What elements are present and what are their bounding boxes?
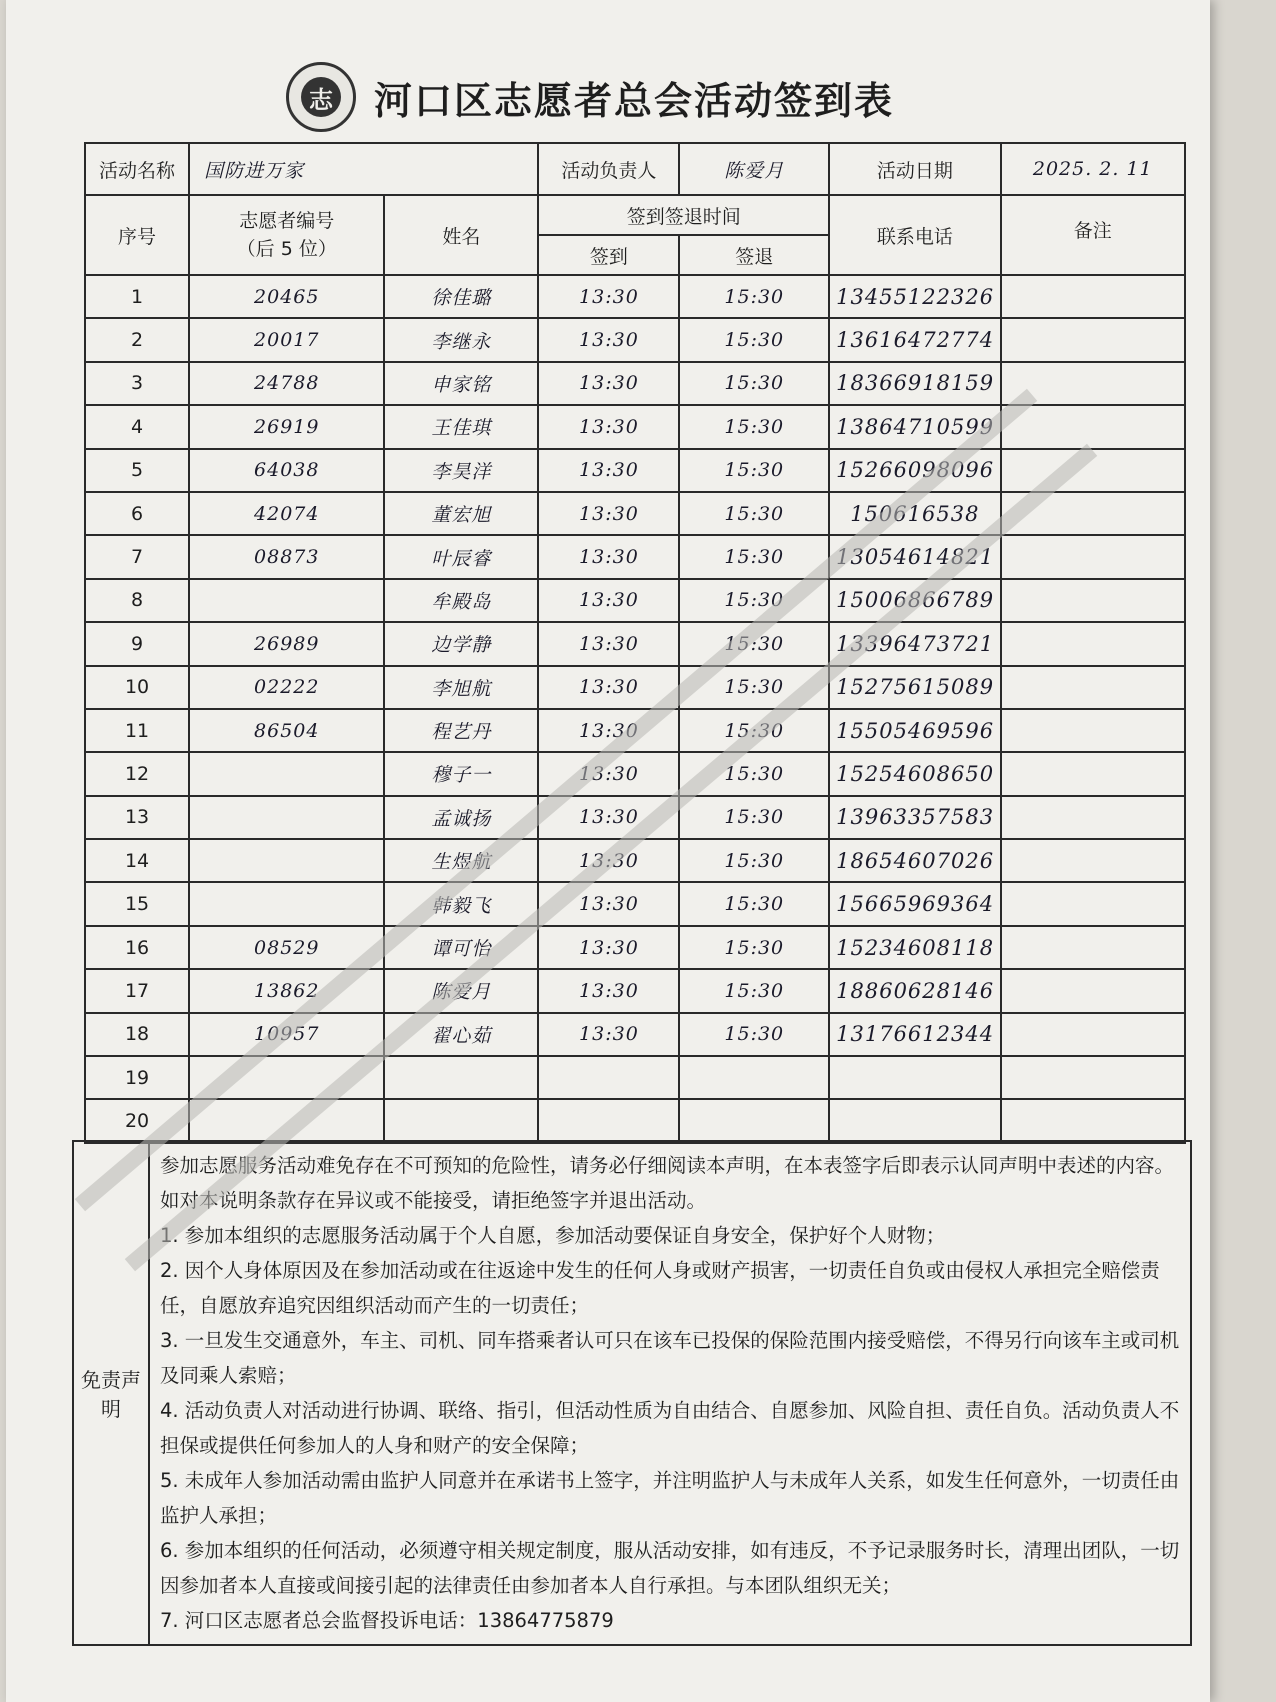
name-cell: 王佳琪 <box>384 405 538 448</box>
table-row <box>85 318 1185 361</box>
signout-cell: 15:30 <box>679 579 829 622</box>
remark-cell <box>1001 1013 1185 1056</box>
signout-cell: 15:30 <box>679 1013 829 1056</box>
signout-cell: 15:30 <box>679 969 829 1012</box>
phone-cell: 13963357583 <box>829 796 1000 839</box>
name-cell: 孟诚扬 <box>384 796 538 839</box>
remark-cell <box>1001 622 1185 665</box>
table-row <box>85 796 1185 839</box>
row-number: 15 <box>85 882 189 925</box>
signin-cell: 13:30 <box>538 969 679 1012</box>
phone-header: 联系电话 <box>829 195 1000 275</box>
signin-cell: 13:30 <box>538 622 679 665</box>
row-number: 11 <box>85 709 189 752</box>
name-header: 姓名 <box>384 195 538 275</box>
volunteer-id-cell <box>189 579 384 622</box>
signin-cell: 13:30 <box>538 579 679 622</box>
disclaimer-label: 免责声明 <box>73 1141 149 1645</box>
table-row <box>85 969 1185 1012</box>
volunteer-id-cell: 08529 <box>189 926 384 969</box>
volunteer-id-cell: 86504 <box>189 709 384 752</box>
logo-mark: 志 <box>301 77 341 117</box>
signout-cell: 15:30 <box>679 666 829 709</box>
signout-cell: 15:30 <box>679 926 829 969</box>
volunteer-id-cell: 64038 <box>189 449 384 492</box>
remark-cell <box>1001 318 1185 361</box>
phone-cell: 15505469596 <box>829 709 1000 752</box>
name-cell <box>384 1099 538 1142</box>
phone-cell: 15254608650 <box>829 752 1000 795</box>
name-cell: 董宏旭 <box>384 492 538 535</box>
volunteer-id-cell: 10957 <box>189 1013 384 1056</box>
sign-in-table <box>84 142 1186 1144</box>
name-cell: 生煜航 <box>384 839 538 882</box>
remark-cell <box>1001 796 1185 839</box>
remark-cell <box>1001 535 1185 578</box>
row-number: 4 <box>85 405 189 448</box>
remark-cell <box>1001 579 1185 622</box>
row-number: 17 <box>85 969 189 1012</box>
disclaimer-item-1: 1. 参加本组织的志愿服务活动属于个人自愿，参加活动要保证自身安全，保护好个人财物； <box>160 1224 946 1247</box>
signout-cell: 15:30 <box>679 709 829 752</box>
signin-cell <box>538 1056 679 1099</box>
row-number: 2 <box>85 318 189 361</box>
remark-cell <box>1001 405 1185 448</box>
name-cell: 牟殿岛 <box>384 579 538 622</box>
disclaimer-item-4: 4. 活动负责人对活动进行协调、联络、指引，但活动性质为自由结合、自愿参加、风险自担、责任自负。活动负责人不担保或提供任何参加人的人身和财产的安全保障； <box>160 1399 1180 1457</box>
volunteer-id-cell: 13862 <box>189 969 384 1012</box>
row-number: 18 <box>85 1013 189 1056</box>
signin-cell: 13:30 <box>538 275 679 318</box>
remark-header: 备注 <box>1001 195 1185 275</box>
signout-cell <box>679 1056 829 1099</box>
signout-cell: 15:30 <box>679 622 829 665</box>
row-number: 13 <box>85 796 189 839</box>
table-row <box>85 1056 1185 1099</box>
phone-cell <box>829 1099 1000 1142</box>
row-number: 7 <box>85 535 189 578</box>
remark-cell <box>1001 882 1185 925</box>
phone-cell: 18860628146 <box>829 969 1000 1012</box>
table-row <box>85 666 1185 709</box>
row-number: 1 <box>85 275 189 318</box>
table-row <box>85 839 1185 882</box>
signin-cell <box>538 1099 679 1142</box>
table-row <box>85 492 1185 535</box>
signin-cell: 13:30 <box>538 405 679 448</box>
table-row <box>85 275 1185 318</box>
phone-cell: 13396473721 <box>829 622 1000 665</box>
remark-cell <box>1001 275 1185 318</box>
seq-header: 序号 <box>85 195 189 275</box>
phone-cell: 18366918159 <box>829 362 1000 405</box>
phone-cell: 15665969364 <box>829 882 1000 925</box>
remark-cell <box>1001 839 1185 882</box>
volunteer-id-cell: 08873 <box>189 535 384 578</box>
volunteer-id-cell: 02222 <box>189 666 384 709</box>
name-cell: 叶辰睿 <box>384 535 538 578</box>
row-number: 20 <box>85 1099 189 1142</box>
name-cell: 穆子一 <box>384 752 538 795</box>
name-cell: 程艺丹 <box>384 709 538 752</box>
leader-value: 陈爱月 <box>679 143 829 195</box>
row-number: 12 <box>85 752 189 795</box>
row-number: 9 <box>85 622 189 665</box>
phone-cell: 15275615089 <box>829 666 1000 709</box>
disclaimer-item-2: 2. 因个人身体原因及在参加活动或在往返途中发生的任何人身或财产损害，一切责任自负或由侵权人承担完全赔偿责任，自愿放弃追究因组织活动而产生的一切责任； <box>160 1259 1160 1317</box>
row-number: 10 <box>85 666 189 709</box>
remark-cell <box>1001 492 1185 535</box>
row-number: 8 <box>85 579 189 622</box>
volunteer-id-header: 志愿者编号 （后 5 位） <box>189 195 384 275</box>
table-row <box>85 622 1185 665</box>
remark-cell <box>1001 709 1185 752</box>
name-cell: 边学静 <box>384 622 538 665</box>
signin-cell: 13:30 <box>538 362 679 405</box>
phone-cell: 13176612344 <box>829 1013 1000 1056</box>
phone-cell <box>829 1056 1000 1099</box>
signout-cell: 15:30 <box>679 492 829 535</box>
volunteer-id-cell <box>189 1056 384 1099</box>
sign-in-sheet <box>6 0 1210 1702</box>
phone-cell: 18654607026 <box>829 839 1000 882</box>
date-value: 2025. 2. 11 <box>1001 143 1185 195</box>
signin-cell: 13:30 <box>538 752 679 795</box>
name-cell: 谭可怡 <box>384 926 538 969</box>
table-row <box>85 362 1185 405</box>
signin-header: 签到 <box>538 235 679 275</box>
activity-name-label: 活动名称 <box>85 143 189 195</box>
volunteer-id-cell <box>189 839 384 882</box>
signin-cell: 13:30 <box>538 318 679 361</box>
name-cell: 李昊洋 <box>384 449 538 492</box>
disclaimer-text <box>149 1141 1191 1645</box>
phone-cell: 15266098096 <box>829 449 1000 492</box>
remark-cell <box>1001 926 1185 969</box>
remark-cell <box>1001 1056 1185 1099</box>
disclaimer-item-3: 3. 一旦发生交通意外，车主、司机、同车搭乘者认可只在该车已投保的保险范围内接受赔偿，不得另行向该车主或司机及同乘人索赔； <box>160 1329 1180 1387</box>
phone-cell: 13054614821 <box>829 535 1000 578</box>
signin-cell: 13:30 <box>538 796 679 839</box>
table-row <box>85 449 1185 492</box>
remark-cell <box>1001 969 1185 1012</box>
signout-cell: 15:30 <box>679 882 829 925</box>
volunteer-id-cell: 26919 <box>189 405 384 448</box>
volunteer-id-cell: 20465 <box>189 275 384 318</box>
volunteer-id-cell <box>189 882 384 925</box>
signin-cell: 13:30 <box>538 666 679 709</box>
table-row <box>85 709 1185 752</box>
signout-cell: 15:30 <box>679 362 829 405</box>
table-row <box>85 579 1185 622</box>
signout-cell: 15:30 <box>679 449 829 492</box>
table-row <box>85 1099 1185 1142</box>
remark-cell <box>1001 666 1185 709</box>
remark-cell <box>1001 752 1185 795</box>
signout-cell: 15:30 <box>679 535 829 578</box>
volunteer-id-cell: 42074 <box>189 492 384 535</box>
row-number: 3 <box>85 362 189 405</box>
disclaimer-intro: 参加志愿服务活动难免存在不可预知的危险性，请务必仔细阅读本声明，在本表签字后即表示认同声明中表述的内容。如对本说明条款存在异议或不能接受，请拒绝签字并退出活动。 <box>160 1154 1175 1212</box>
disclaimer-table <box>72 1140 1192 1646</box>
table-row <box>85 882 1185 925</box>
remark-cell <box>1001 1099 1185 1142</box>
volunteer-id-cell: 24788 <box>189 362 384 405</box>
table-row <box>85 535 1185 578</box>
row-number: 5 <box>85 449 189 492</box>
table-row <box>85 1013 1185 1056</box>
volunteer-id-cell: 26989 <box>189 622 384 665</box>
signout-cell: 15:30 <box>679 839 829 882</box>
name-cell: 韩毅飞 <box>384 882 538 925</box>
signin-cell: 13:30 <box>538 492 679 535</box>
phone-cell: 15234608118 <box>829 926 1000 969</box>
table-row <box>85 405 1185 448</box>
row-number: 16 <box>85 926 189 969</box>
volunteer-id-cell <box>189 752 384 795</box>
signout-cell: 15:30 <box>679 752 829 795</box>
phone-cell: 13864710599 <box>829 405 1000 448</box>
name-cell: 申家铭 <box>384 362 538 405</box>
name-cell: 李旭航 <box>384 666 538 709</box>
table-row <box>85 926 1185 969</box>
disclaimer-item-6: 6. 参加本组织的任何活动，必须遵守相关规定制度，服从活动安排，如有违反，不予记录服务时长，清理出团队，一切因参加者本人直接或间接引起的法律责任由参加者本人自行承担。与本团队组织无关； <box>160 1539 1180 1597</box>
volunteer-id-cell: 20017 <box>189 318 384 361</box>
volunteer-id-cell <box>189 1099 384 1142</box>
signout-cell: 15:30 <box>679 318 829 361</box>
volunteer-id-cell <box>189 796 384 839</box>
signin-cell: 13:30 <box>538 882 679 925</box>
disclaimer-item-5: 5. 未成年人参加活动需由监护人同意并在承诺书上签字，并注明监护人与未成年人关系，如发生任何意外，一切责任由监护人承担； <box>160 1469 1180 1527</box>
signin-cell: 13:30 <box>538 449 679 492</box>
signin-cell: 13:30 <box>538 1013 679 1056</box>
volunteer-logo-icon <box>286 62 356 132</box>
signin-cell: 13:30 <box>538 926 679 969</box>
signout-cell <box>679 1099 829 1142</box>
row-number: 19 <box>85 1056 189 1099</box>
name-cell <box>384 1056 538 1099</box>
page-title: 河口区志愿者总会活动签到表 <box>374 77 895 123</box>
header <box>286 62 894 132</box>
signout-cell: 15:30 <box>679 796 829 839</box>
signout-header: 签退 <box>679 235 829 275</box>
signout-cell: 15:30 <box>679 405 829 448</box>
phone-cell: 13455122326 <box>829 275 1000 318</box>
remark-cell <box>1001 362 1185 405</box>
table-row <box>85 752 1185 795</box>
disclaimer-item-7: 7. 河口区志愿者总会监督投诉电话：13864775879 <box>160 1609 614 1632</box>
name-cell: 陈爱月 <box>384 969 538 1012</box>
phone-cell: 150616538 <box>829 492 1000 535</box>
signin-cell: 13:30 <box>538 839 679 882</box>
row-number: 6 <box>85 492 189 535</box>
name-cell: 李继永 <box>384 318 538 361</box>
signin-cell: 13:30 <box>538 535 679 578</box>
signtime-header: 签到签退时间 <box>538 195 829 235</box>
row-number: 14 <box>85 839 189 882</box>
name-cell: 翟心茹 <box>384 1013 538 1056</box>
name-cell: 徐佳璐 <box>384 275 538 318</box>
leader-label: 活动负责人 <box>538 143 679 195</box>
signout-cell: 15:30 <box>679 275 829 318</box>
remark-cell <box>1001 449 1185 492</box>
activity-name-value: 国防进万家 <box>189 143 538 195</box>
signin-cell: 13:30 <box>538 709 679 752</box>
phone-cell: 15006866789 <box>829 579 1000 622</box>
date-label: 活动日期 <box>829 143 1000 195</box>
phone-cell: 13616472774 <box>829 318 1000 361</box>
